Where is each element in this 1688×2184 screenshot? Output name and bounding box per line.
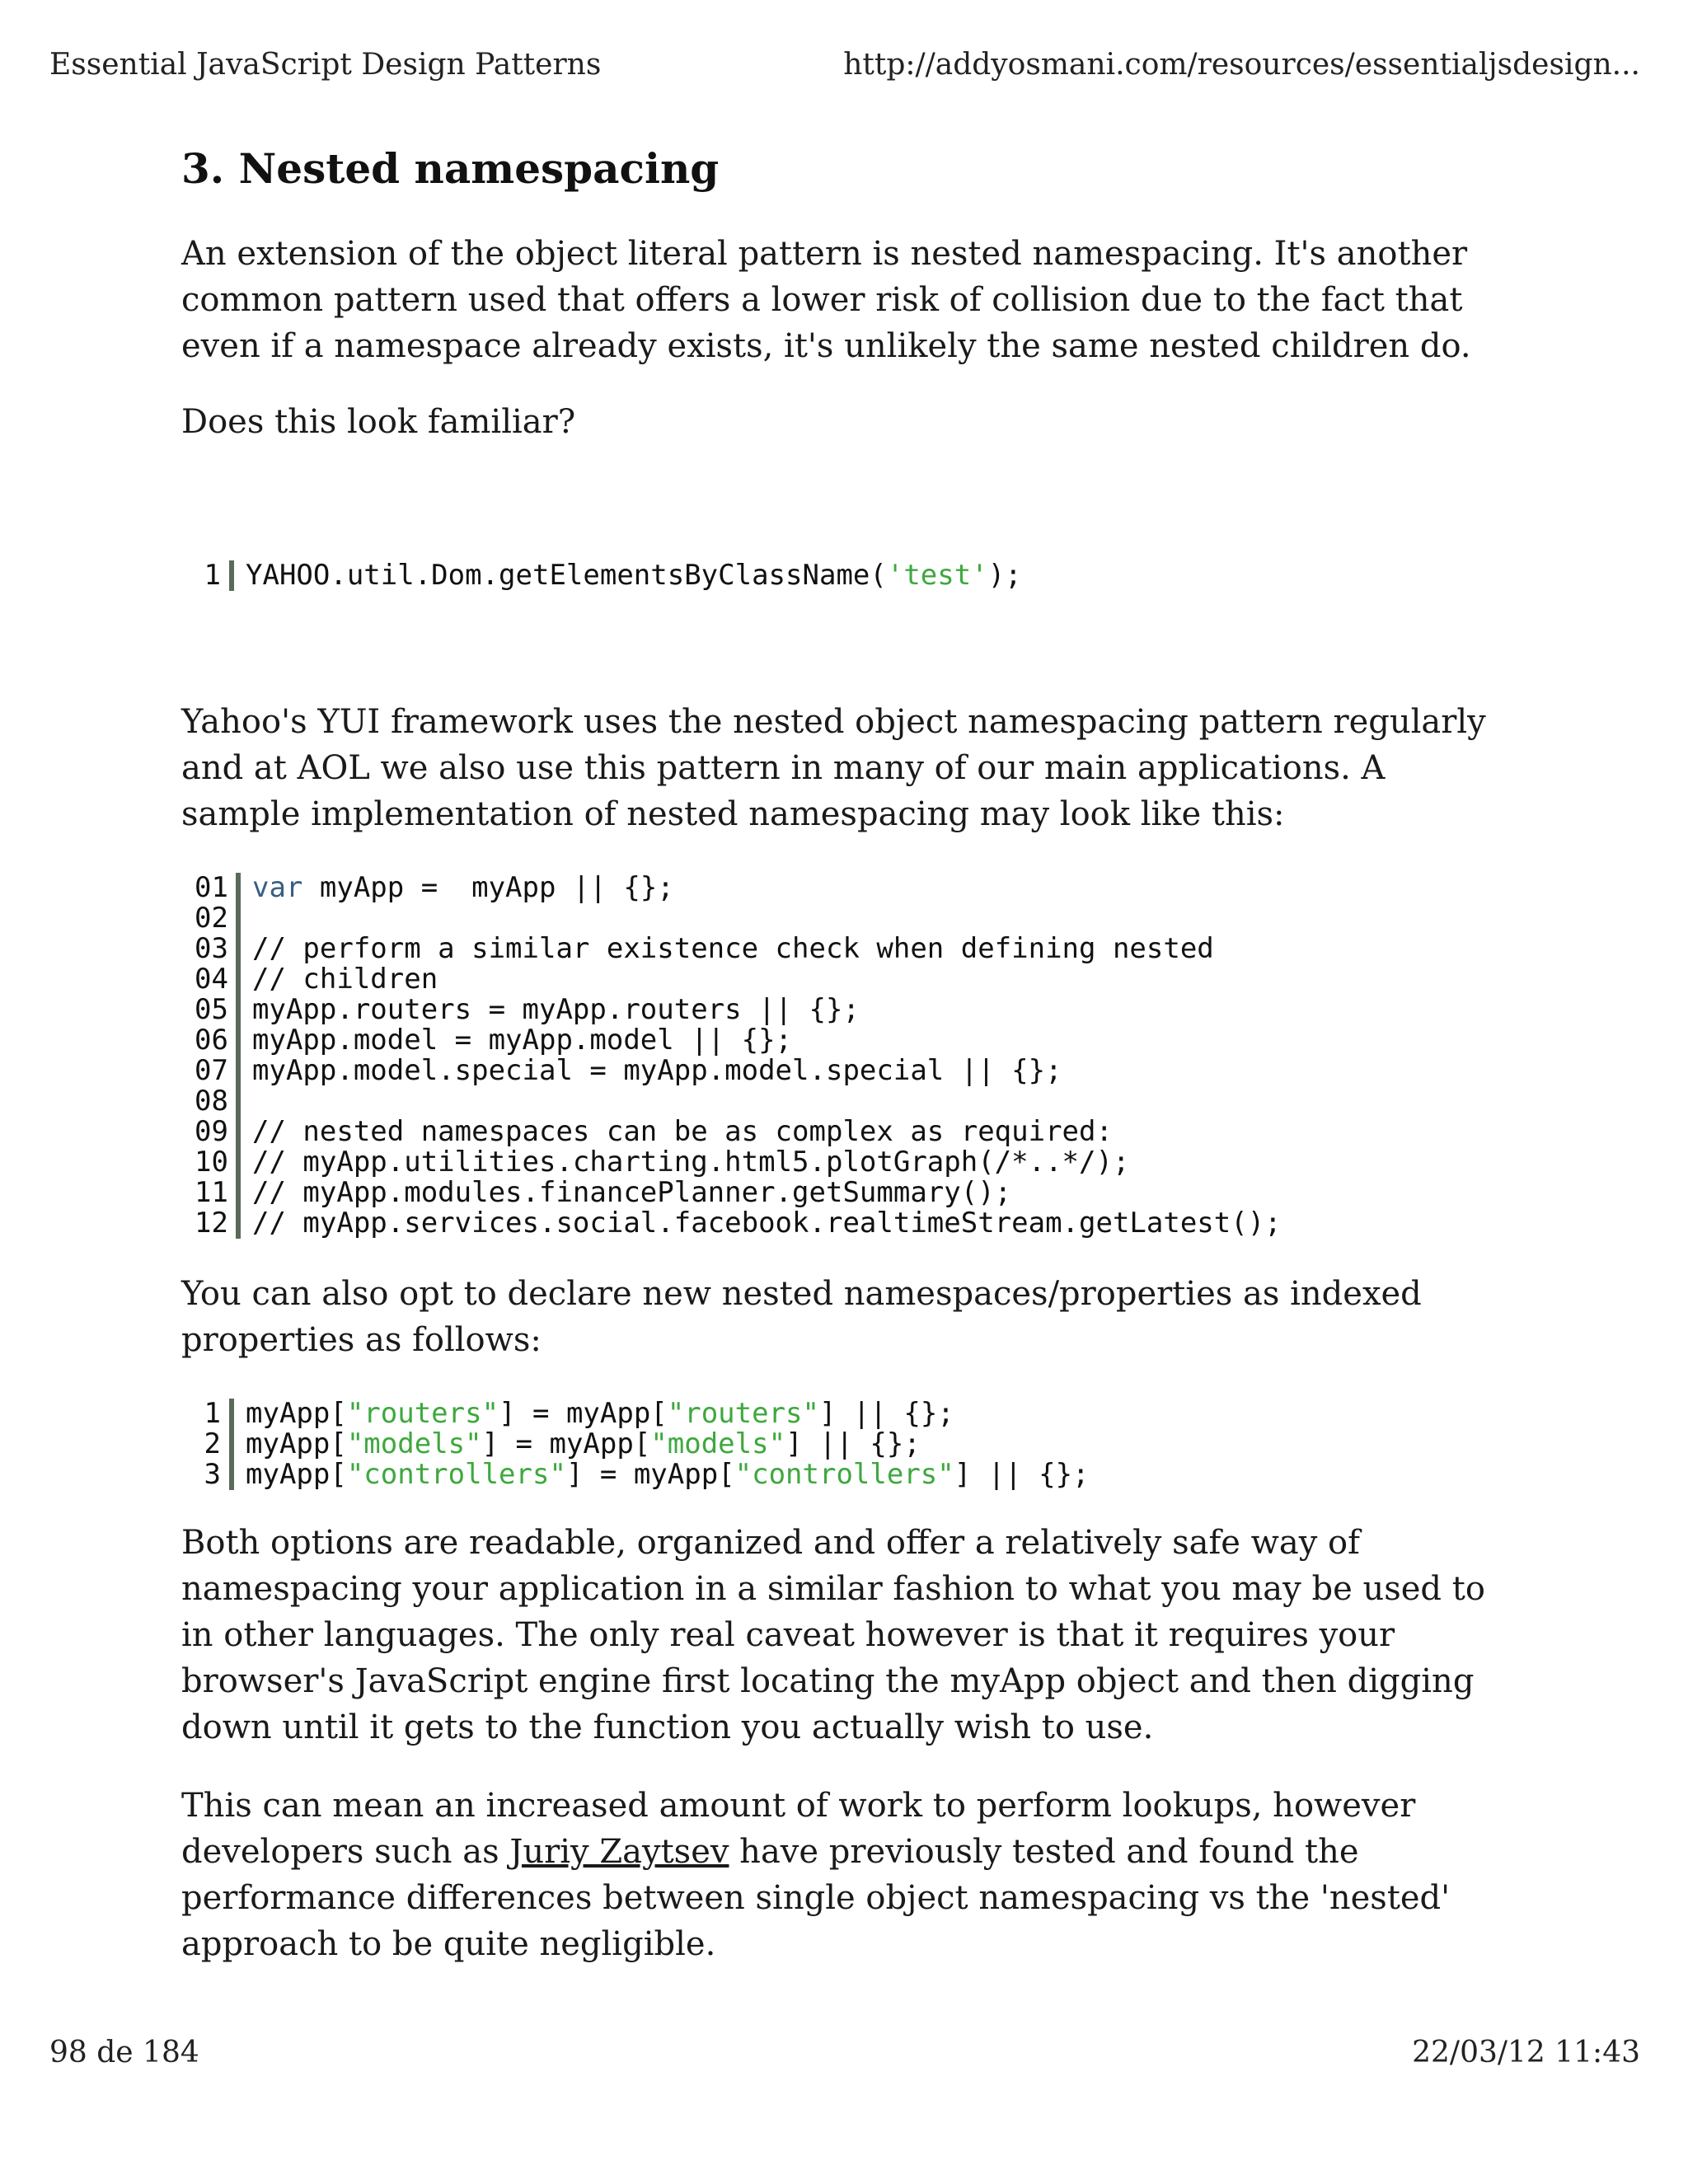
code-token: ] || {}; — [954, 1458, 1090, 1491]
juriy-zaytsev-link[interactable]: Juriy Zaytsev — [509, 1833, 729, 1871]
code-block-yahoo — [201, 560, 1022, 591]
line-number: 10 — [195, 1146, 228, 1179]
code-gutter-bar — [236, 1056, 241, 1086]
line-number: 08 — [195, 1085, 228, 1118]
code-text: myApp.model = myApp.model || {}; — [252, 1024, 793, 1057]
code-line — [195, 1208, 1282, 1239]
code-token: ] || {}; — [819, 1397, 954, 1430]
code-line — [195, 1117, 1282, 1147]
code-token: myApp[ — [246, 1458, 347, 1491]
code-block-indexed — [201, 1399, 1090, 1490]
line-number: 1 — [204, 559, 221, 592]
indexed-line: You can also opt to declare new nested namespaces/properties as indexed — [181, 1275, 1422, 1313]
code-line — [201, 1429, 1090, 1460]
both-line: Both options are readable, organized and offer a relatively safe way of — [181, 1524, 1360, 1562]
line-number: 01 — [195, 871, 228, 904]
final-line: This can mean an increased amount of work to perform lookups, however — [181, 1787, 1416, 1825]
code-gutter-bar — [236, 995, 241, 1025]
line-number: 12 — [195, 1207, 228, 1240]
code-token: ] = myApp[ — [499, 1397, 668, 1430]
code-token: myApp[ — [246, 1427, 347, 1460]
code-string: "models" — [650, 1427, 786, 1460]
indexed-line: properties as follows: — [181, 1321, 542, 1359]
code-block-nested — [195, 873, 1282, 1239]
code-token: ] || {}; — [785, 1427, 921, 1460]
code-line — [195, 873, 1282, 903]
code-gutter-bar — [229, 1429, 234, 1460]
code-gutter-bar — [229, 1399, 234, 1429]
code-text — [246, 1429, 921, 1460]
code-gutter-bar — [236, 1208, 241, 1239]
code-text: // myApp.utilities.charting.html5.plotGraph(/*..*/); — [252, 1146, 1130, 1179]
code-line — [195, 1056, 1282, 1086]
page-header-title: Essential JavaScript Design Patterns — [49, 48, 602, 82]
code-token: myApp = myApp || {}; — [302, 871, 674, 904]
page-header-url: http://addyosmani.com/resources/essentialjsdesign... — [843, 48, 1640, 82]
intro-line: even if a namespace already exists, it's unlikely the same nested children do. — [181, 327, 1471, 365]
code-token: YAHOO.util.Dom.getElementsByClassName( — [246, 559, 887, 592]
code-gutter-bar — [236, 1147, 241, 1178]
code-text: // myApp.services.social.facebook.realtimeStream.getLatest(); — [252, 1207, 1282, 1240]
final-line: performance differences between single object namespacing vs the 'nested' — [181, 1879, 1451, 1917]
both-line: down until it gets to the function you actually wish to use. — [181, 1708, 1154, 1746]
line-number: 3 — [204, 1458, 221, 1491]
final-paragraph — [181, 1783, 1517, 1967]
code-text: // myApp.modules.financePlanner.getSummary(); — [252, 1176, 1012, 1209]
code-string: "controllers" — [346, 1458, 566, 1491]
line-number: 02 — [195, 902, 228, 935]
question-paragraph: Does this look familiar? — [181, 403, 576, 441]
code-token: myApp[ — [246, 1397, 347, 1430]
code-line — [195, 1178, 1282, 1208]
intro-paragraph — [181, 231, 1517, 369]
code-line — [201, 1460, 1090, 1490]
code-line — [195, 1086, 1282, 1117]
code-text — [246, 560, 1022, 591]
line-number: 06 — [195, 1024, 228, 1057]
code-line — [195, 934, 1282, 964]
intro-line: common pattern used that offers a lower risk of collision due to the fact that — [181, 281, 1463, 319]
code-line — [195, 1025, 1282, 1056]
final-line: approach to be quite negligible. — [181, 1925, 716, 1963]
both-line: browser's JavaScript engine first locating the myApp object and then digging — [181, 1662, 1475, 1700]
both-options-paragraph — [181, 1520, 1517, 1750]
line-number: 05 — [195, 993, 228, 1026]
code-token: ] = myApp[ — [481, 1427, 651, 1460]
code-string: "routers" — [346, 1397, 499, 1430]
code-string: "controllers" — [734, 1458, 954, 1491]
yahoo-paragraph — [181, 699, 1517, 837]
code-gutter-bar — [236, 1117, 241, 1147]
code-string: "routers" — [667, 1397, 819, 1430]
code-gutter-bar — [229, 1460, 234, 1490]
final-text: developers such as — [181, 1833, 510, 1871]
intro-line: An extension of the object literal pattern is nested namespacing. It's another — [181, 235, 1468, 273]
code-token: ); — [987, 559, 1022, 592]
code-text: // children — [252, 963, 438, 996]
code-line — [195, 903, 1282, 934]
line-number: 11 — [195, 1176, 228, 1209]
page-counter: 98 de 184 — [49, 2036, 199, 2069]
code-gutter-bar — [236, 1086, 241, 1117]
line-number: 03 — [195, 932, 228, 965]
code-line — [201, 1399, 1090, 1429]
code-gutter-bar — [236, 1025, 241, 1056]
code-string: 'test' — [886, 559, 988, 592]
code-text: // perform a similar existence check when defining nested — [252, 932, 1214, 965]
code-gutter-bar — [236, 1178, 241, 1208]
line-number: 2 — [204, 1427, 221, 1460]
both-line: namespacing your application in a similar fashion to what you may be used to — [181, 1570, 1485, 1608]
code-token: ] = myApp[ — [565, 1458, 735, 1491]
code-text: myApp.model.special = myApp.model.special || {}; — [252, 1054, 1062, 1087]
code-text: myApp.routers = myApp.routers || {}; — [252, 993, 860, 1026]
final-text: have previously tested and found the — [729, 1833, 1359, 1871]
code-gutter-bar — [236, 964, 241, 995]
code-string: "models" — [346, 1427, 482, 1460]
code-text — [246, 1460, 1090, 1490]
code-keyword: var — [252, 871, 303, 904]
line-number: 07 — [195, 1054, 228, 1087]
code-text — [246, 1399, 954, 1429]
print-timestamp: 22/03/12 11:43 — [1412, 2036, 1640, 2069]
code-gutter-bar — [236, 873, 241, 903]
code-text: // nested namespaces can be as complex as required: — [252, 1115, 1113, 1148]
line-number: 04 — [195, 963, 228, 996]
code-gutter-bar — [229, 560, 234, 591]
final-line — [181, 1829, 1517, 1875]
yahoo-line: sample implementation of nested namespacing may look like this: — [181, 795, 1285, 833]
indexed-paragraph — [181, 1271, 1517, 1363]
both-line: in other languages. The only real caveat however is that it requires your — [181, 1616, 1395, 1654]
yahoo-line: and at AOL we also use this pattern in many of our main applications. A — [181, 749, 1386, 787]
code-gutter-bar — [236, 903, 241, 934]
line-number: 09 — [195, 1115, 228, 1148]
code-gutter-bar — [236, 934, 241, 964]
code-line — [195, 995, 1282, 1025]
code-text — [252, 873, 674, 903]
code-line — [195, 964, 1282, 995]
section-heading: 3. Nested namespacing — [181, 144, 720, 193]
line-number: 1 — [204, 1397, 221, 1430]
yahoo-line: Yahoo's YUI framework uses the nested object namespacing pattern regularly — [181, 703, 1486, 741]
code-line — [195, 1147, 1282, 1178]
code-line — [201, 560, 1022, 591]
